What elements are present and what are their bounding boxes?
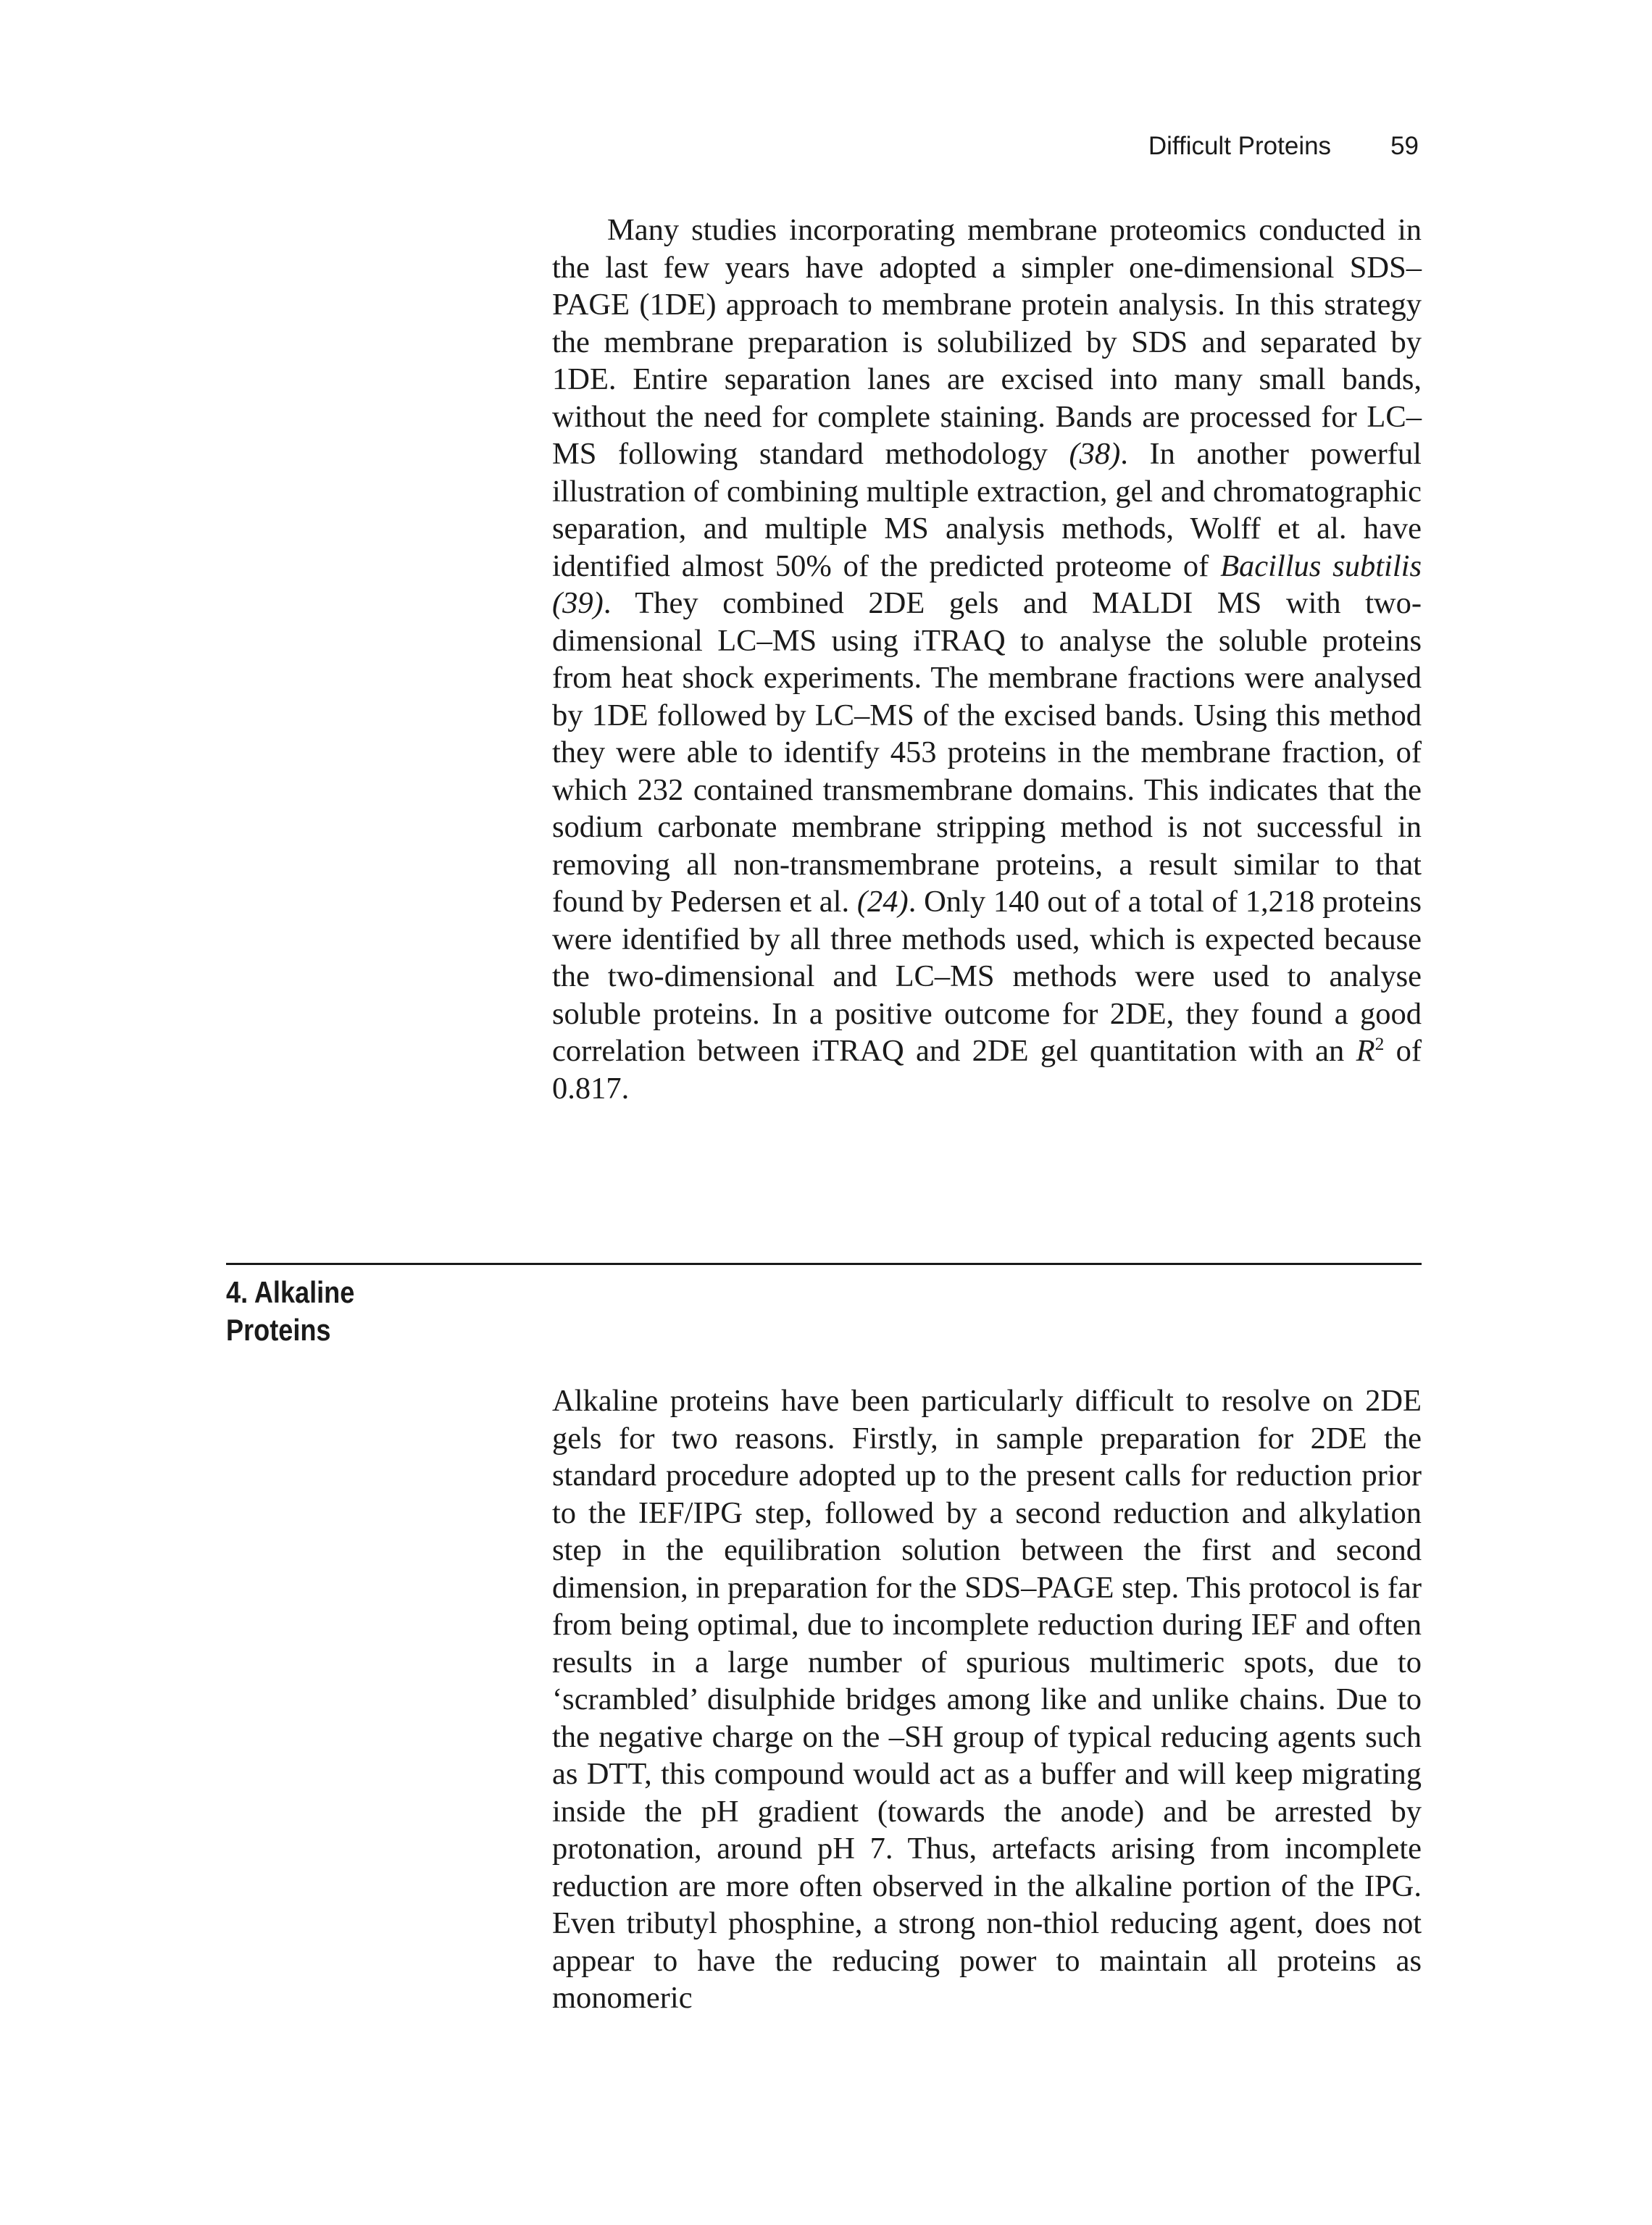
paragraph-text: Many studies incorporating membrane proteomics conducted in the last few years have adopted a simpler one-dimensional SDS–PAGE (1DE) approach to membrane protein analysis. In this strategy the membrane preparation is solubilized by SDS and separated by 1DE. Entire separation lanes are excised into many small bands, without the need for complete staining. Bands are processed for LC–MS following standard methodology — [552, 213, 1422, 471]
paragraph-text: . In another powerful illustration of combining multiple extraction, gel and chromatographic separation, and multiple MS analysis methods, Wolff et al. have identified almost 50% of the predicted proteome of — [552, 437, 1422, 583]
r-squared-superscript: 2 — [1374, 1032, 1385, 1054]
citation-ref: (38) — [1069, 437, 1121, 471]
running-head — [1148, 129, 1419, 164]
section-heading-line-2: Proteins — [226, 1313, 331, 1347]
section-heading — [226, 1274, 425, 1349]
body-paragraph-membrane-proteomics — [552, 212, 1422, 1107]
paragraph-text: . Only 140 out of a total of 1,218 proteins were identified by all three methods used, which is expected because the two-dimensional and LC–MS methods were used to analyse soluble proteins. In a positive outcome for 2DE, they found a good correlation between iTRAQ and 2DE gel quantitation with an — [552, 885, 1422, 1068]
body-paragraph-alkaline-proteins: Alkaline proteins have been particularly difficult to resolve on 2DE gels for two reasons. Firstly, in sample preparation for 2DE the standard procedure adopted up to the present calls for reduction prior to the IEF/IPG step, followed by a second reduction and alkylation step in the equilibration solution between the first and second dimension, in preparation for the SDS–PAGE step. This protocol is far from being optimal, due to incomplete reduction during IEF and often results in a large number of spurious multimeric spots, due to ‘scrambled’ disulphide bridges among like and unlike chains. Due to the negative charge on the –SH group of typical reducing agents such as DTT, this compound would act as a buffer and will keep migrating inside the pH gradient (towards the anode) and be arrested by protonation, around pH 7. Thus, artefacts arising from incomplete reduction are more often observed in the alkaline portion of the IPG. Even tributyl phosphine, a strong non-thiol reducing agent, does not appear to have the reducing power to maintain all proteins as monomeric — [552, 1384, 1422, 2015]
running-head-title: Difficult Proteins — [1148, 132, 1332, 160]
r-squared-symbol: R — [1356, 1034, 1375, 1068]
section-divider — [226, 1263, 1422, 1265]
citation-ref: (39) — [552, 586, 604, 620]
paragraph-text: of 0.817. — [552, 1034, 1422, 1106]
section-heading-line-1: 4. Alkaline — [226, 1275, 355, 1309]
citation-ref: (24) — [856, 885, 909, 919]
page-number: 59 — [1390, 132, 1419, 160]
paragraph-text: . They combined 2DE gels and MALDI MS with two-dimensional LC–MS using iTRAQ to analyse the soluble proteins from heat shock experiments. The membrane fractions were analysed by 1DE followed by LC–MS of the excised bands. Using this method they were able to identify 453 proteins in the membrane fraction, of which 232 contained transmembrane domains. This indicates that the sodium carbonate membrane stripping method is not successful in removing all non-transmembrane proteins, a result similar to that found by Pedersen et al. — [552, 586, 1422, 919]
species-name: Bacillus subtilis — [1220, 548, 1422, 583]
